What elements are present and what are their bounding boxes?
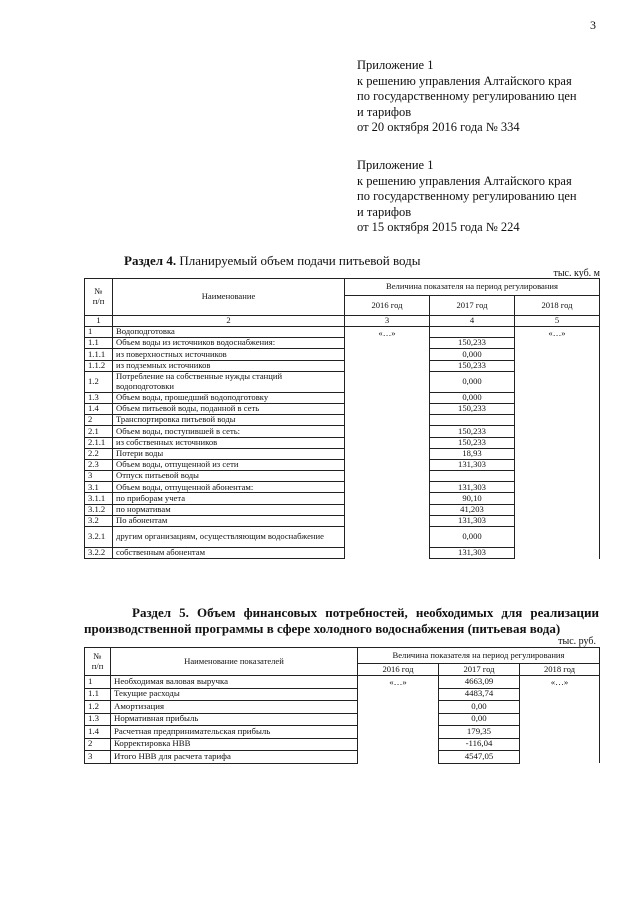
col-header-2018: 2018 год xyxy=(515,296,600,316)
row-name: другим организациям, осуществляющим водоснабжение xyxy=(113,527,345,548)
value-2017: 4483,74 xyxy=(439,688,520,701)
row-name: Потери воды xyxy=(113,448,345,459)
row-name: Транспортировка питьевой воды xyxy=(113,415,345,426)
section4-title-text: Планируемый объем подачи питьевой воды xyxy=(179,253,421,268)
index-cell: 4 xyxy=(430,316,515,327)
appendix-line: Приложение 1 xyxy=(357,158,434,172)
col-header-name: Наименование показателей xyxy=(111,648,358,676)
col-header-name: Наименование xyxy=(113,279,345,316)
row-number: 1.1.2 xyxy=(85,360,113,371)
value-2016-placeholder: «…» xyxy=(345,327,430,559)
col-header-2016: 2016 год xyxy=(345,296,430,316)
row-number: 2.2 xyxy=(85,448,113,459)
value-2017: 0,000 xyxy=(430,527,515,548)
row-name: Объем воды, прошедший водоподготовку xyxy=(113,392,345,403)
row-number: 3.2 xyxy=(85,515,113,526)
value-2017: 4547,05 xyxy=(439,751,520,764)
row-name: Объем воды, отпущенной из сети xyxy=(113,459,345,470)
col-header-group: Величина показателя на период регулирования xyxy=(345,279,600,296)
row-name: Отпуск питьевой воды xyxy=(113,471,345,482)
index-cell: 5 xyxy=(515,316,600,327)
row-number: 2.1.1 xyxy=(85,437,113,448)
row-number: 3.2.2 xyxy=(85,548,113,559)
row-name: Потребление на собственные нужды станций водоподготовки xyxy=(113,371,345,392)
col-header-2016: 2016 год xyxy=(358,664,439,676)
appendix-line: и тарифов xyxy=(357,104,412,119)
row-name: Корректировка НВВ xyxy=(111,738,358,751)
col-header-2017: 2017 год xyxy=(439,664,520,676)
value-2017: 0,000 xyxy=(430,392,515,403)
row-number: 1.2 xyxy=(85,371,113,392)
col-header-2017: 2017 год xyxy=(430,296,515,316)
row-number: 1.3 xyxy=(85,392,113,403)
section4-title xyxy=(124,253,421,269)
row-number: 2.3 xyxy=(85,459,113,470)
row-name: Необходимая валовая выручка xyxy=(111,676,358,689)
row-name: Текущие расходы xyxy=(111,688,358,701)
appendix-line: Приложение 1 xyxy=(357,58,434,72)
value-2017: 131,303 xyxy=(430,515,515,526)
row-number: 3 xyxy=(85,471,113,482)
row-number: 3 xyxy=(85,751,111,764)
value-2017 xyxy=(430,415,515,426)
col-header-num: № п/п xyxy=(85,648,111,676)
row-name: Объем воды, отпущенной абонентам: xyxy=(113,482,345,493)
value-2017: 150,233 xyxy=(430,360,515,371)
col-header-group: Величина показателя на период регулирования xyxy=(358,648,600,664)
value-2017: 131,303 xyxy=(430,459,515,470)
value-2017 xyxy=(430,327,515,338)
appendix-line: и тарифов xyxy=(357,204,412,219)
row-number: 1.1 xyxy=(85,338,113,349)
value-2017: 150,233 xyxy=(430,426,515,437)
row-number: 1.2 xyxy=(85,701,111,714)
row-name: По абонентам xyxy=(113,515,345,526)
row-name: по приборам учета xyxy=(113,493,345,504)
row-name: Нормативная прибыль xyxy=(111,713,358,726)
appendix-line: от 20 октября 2016 года № 334 xyxy=(357,120,520,135)
row-name: Объем воды из источников водоснабжения: xyxy=(113,338,345,349)
value-2016-placeholder: «…» xyxy=(358,676,439,764)
row-name: Итого НВВ для расчета тарифа xyxy=(111,751,358,764)
value-2017: 0,00 xyxy=(439,701,520,714)
appendix-line: от 15 октября 2015 года № 224 xyxy=(357,220,520,235)
value-2017: 150,233 xyxy=(430,437,515,448)
value-2017: 150,233 xyxy=(430,403,515,414)
row-name: собственным абонентам xyxy=(113,548,345,559)
row-name: Объем питьевой воды, поданной в сеть xyxy=(113,403,345,414)
table-row xyxy=(85,327,600,338)
row-name: из поверхностных источников xyxy=(113,349,345,360)
section5-title: Раздел 5. Объем финансовых потребностей, необходимых для реализации производственной программы в сфере холодного водоснабжения (питьевая вода) xyxy=(84,605,599,636)
value-2018-placeholder: «…» xyxy=(520,676,600,764)
row-number: 1.4 xyxy=(85,726,111,739)
row-name: Объем воды, поступившей в сеть: xyxy=(113,426,345,437)
section5-units: тыс. руб. xyxy=(558,636,596,647)
row-number: 2.1 xyxy=(85,426,113,437)
row-number: 1 xyxy=(85,327,113,338)
value-2017: 0,000 xyxy=(430,349,515,360)
value-2017: 90,10 xyxy=(430,493,515,504)
row-number: 2 xyxy=(85,738,111,751)
value-2017: 0,000 xyxy=(430,371,515,392)
row-number: 3.1.1 xyxy=(85,493,113,504)
appendix-line: к решению управления Алтайского края xyxy=(357,73,572,88)
value-2017: 150,233 xyxy=(430,338,515,349)
section5-table xyxy=(84,647,600,764)
appendix-line: по государственному регулированию цен xyxy=(357,89,577,104)
appendix-line: к решению управления Алтайского края xyxy=(357,173,572,188)
value-2017: 4663,09 xyxy=(439,676,520,689)
row-name: из собственных источников xyxy=(113,437,345,448)
index-cell: 3 xyxy=(345,316,430,327)
value-2017: 131,303 xyxy=(430,548,515,559)
row-number: 3.2.1 xyxy=(85,527,113,548)
row-name: по нормативам xyxy=(113,504,345,515)
row-name: Расчетная предпринимательская прибыль xyxy=(111,726,358,739)
row-number: 2 xyxy=(85,415,113,426)
section5-table-body xyxy=(85,676,600,764)
value-2017: -116,04 xyxy=(439,738,520,751)
row-name: Водоподготовка xyxy=(113,327,345,338)
appendix-line: по государственному регулированию цен xyxy=(357,189,577,204)
index-cell: 2 xyxy=(113,316,345,327)
value-2017 xyxy=(430,471,515,482)
value-2017: 18,93 xyxy=(430,448,515,459)
value-2018-placeholder: «…» xyxy=(515,327,600,559)
section4-title-bold: Раздел 4. xyxy=(124,253,177,268)
value-2017: 179,35 xyxy=(439,726,520,739)
value-2017: 41,203 xyxy=(430,504,515,515)
row-number: 1.3 xyxy=(85,713,111,726)
section4-units: тыс. куб. м xyxy=(553,268,600,279)
index-cell: 1 xyxy=(85,316,113,327)
col-header-2018: 2018 год xyxy=(520,664,600,676)
appendix-block-2015 xyxy=(357,158,617,236)
row-number: 1 xyxy=(85,676,111,689)
page-number: 3 xyxy=(590,18,596,32)
row-number: 3.1.2 xyxy=(85,504,113,515)
value-2017: 131,303 xyxy=(430,482,515,493)
row-number: 1.4 xyxy=(85,403,113,414)
appendix-block-2016 xyxy=(357,58,617,136)
table-row xyxy=(85,676,600,689)
row-number: 1.1 xyxy=(85,688,111,701)
section4-table xyxy=(84,278,600,559)
row-number: 1.1.1 xyxy=(85,349,113,360)
row-name: из подземных источников xyxy=(113,360,345,371)
row-number: 3.1 xyxy=(85,482,113,493)
section4-table-body xyxy=(85,327,600,559)
value-2017: 0,00 xyxy=(439,713,520,726)
row-name: Амортизация xyxy=(111,701,358,714)
col-header-num: № п/п xyxy=(85,279,113,316)
